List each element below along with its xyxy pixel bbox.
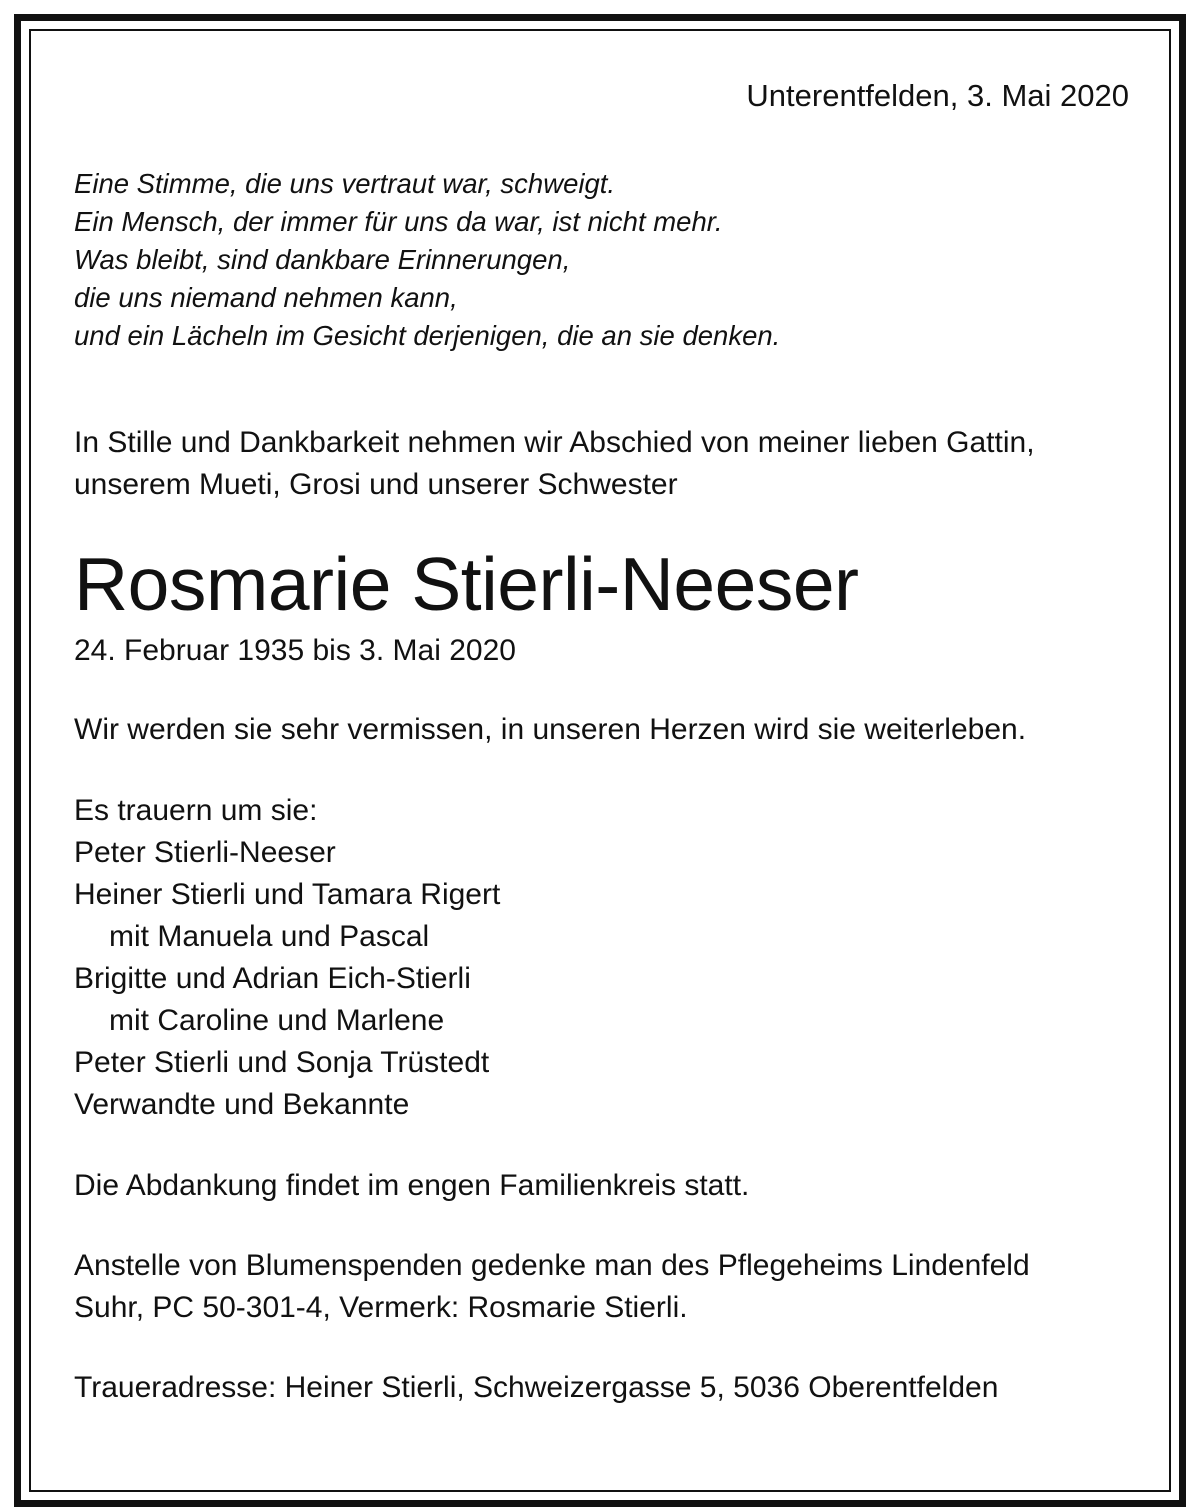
mourner-entry: Peter Stierli und Sonja Trüstedt [74, 1046, 490, 1079]
mourner-entry: Peter Stierli-Neeser [74, 836, 336, 869]
poem-line: Was bleibt, sind dankbare Erinnerungen, [74, 244, 571, 275]
donation-line: Anstelle von Blumenspenden gedenke man des Pflegeheims Lindenfeld [74, 1249, 1030, 1282]
obituary-notice [74, 76, 1129, 1409]
farewell-introduction [74, 422, 1129, 506]
place-and-date: Unterentfelden, 3. Mai 2020 [746, 78, 1129, 113]
mourners-list [74, 790, 1129, 1126]
donation-notice [74, 1245, 1129, 1329]
memorial-poem [74, 165, 1129, 355]
donation-line: Suhr, PC 50-301-4, Vermerk: Rosmarie Stierli. [74, 1291, 688, 1324]
mourner-entry: Heiner Stierli und Tamara Rigert [74, 878, 501, 911]
mourner-entry-sub: mit Manuela und Pascal [109, 920, 430, 953]
life-dates: 24. Februar 1935 bis 3. Mai 2020 [74, 634, 516, 667]
poem-line: die uns niemand nehmen kann, [74, 282, 458, 313]
ceremony-notice: Die Abdankung findet im engen Familienkreis statt. [74, 1169, 750, 1202]
poem-line: und ein Lächeln im Gesicht derjenigen, die an sie denken. [74, 320, 781, 351]
intro-line: unserem Mueti, Grosi und unserer Schwester [74, 468, 678, 501]
remembrance-text: Wir werden sie sehr vermissen, in unseren Herzen wird sie weiterleben. [74, 713, 1027, 746]
mourner-entry-sub: mit Caroline und Marlene [109, 1004, 445, 1037]
mourner-entry: Verwandte und Bekannte [74, 1088, 410, 1121]
poem-line: Eine Stimme, die uns vertraut war, schweigt. [74, 168, 616, 199]
poem-line: Ein Mensch, der immer für uns da war, ist nicht mehr. [74, 206, 723, 237]
intro-line: In Stille und Dankbarkeit nehmen wir Abschied von meiner lieben Gattin, [74, 426, 1035, 459]
deceased-name: Rosmarie Stierli-Neeser [74, 542, 859, 626]
mourning-address: Traueradresse: Heiner Stierli, Schweizergasse 5, 5036 Oberentfelden [74, 1371, 999, 1404]
mourner-entry: Brigitte und Adrian Eich-Stierli [74, 962, 471, 995]
mourners-heading: Es trauern um sie: [74, 794, 318, 827]
